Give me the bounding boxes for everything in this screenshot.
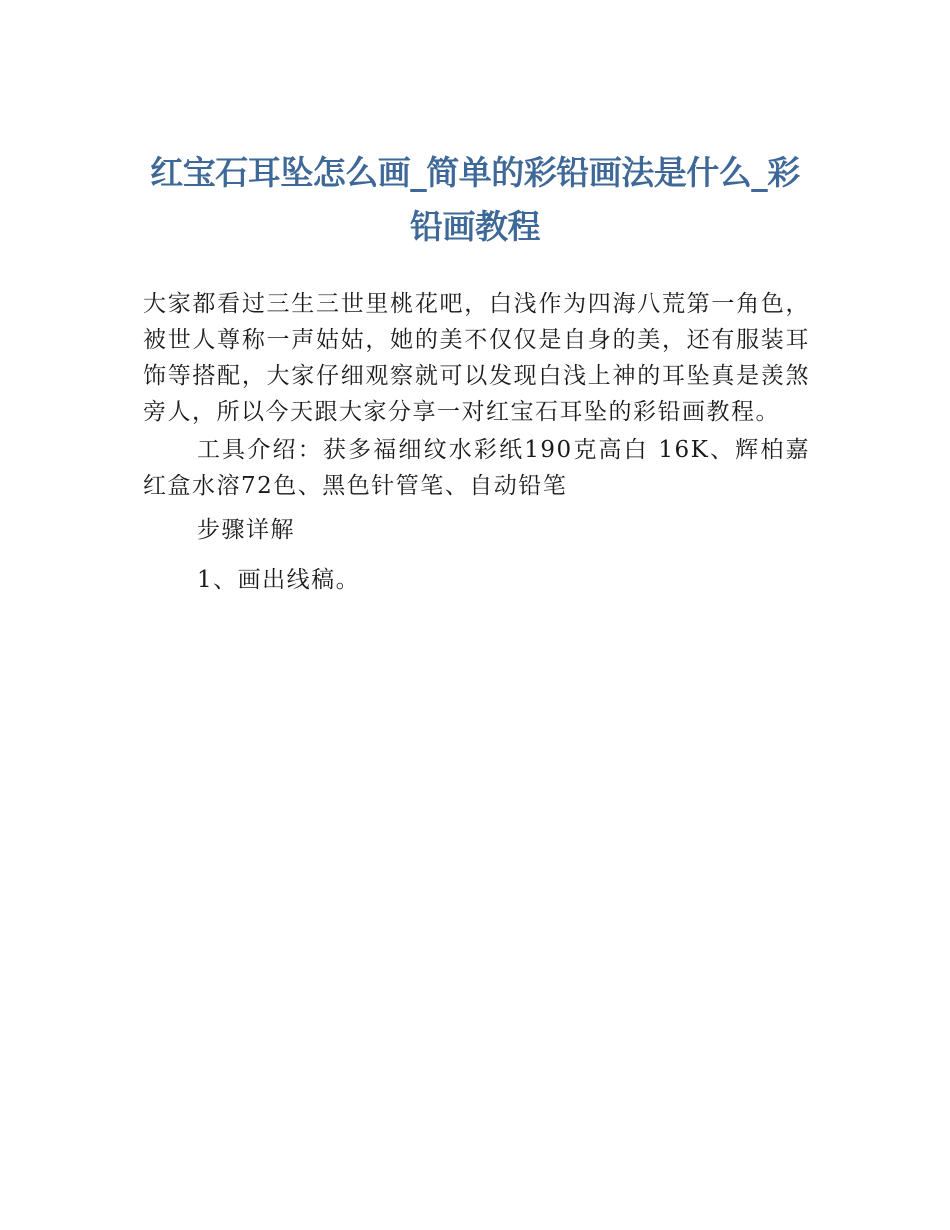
document-title: 红宝石耳坠怎么画_简单的彩铅画法是什么_彩铅画教程 — [150, 153, 800, 246]
step-1-paragraph: 1、画出线稿。 — [197, 567, 361, 593]
intro-paragraph: 大家都看过三生三世里桃花吧，白浅作为四海八荒第一角色，被世人尊称一声姑姑，她的美不仅仅是自身的美，还有服装耳饰等搭配，大家仔细观察就可以发现白浅上神的耳坠真是羡煞旁人，所以今天跟大家分享一对红宝石耳坠的彩铅画教程。 — [143, 291, 810, 425]
steps-heading: 步骤详解 — [197, 517, 295, 543]
tools-paragraph: 工具介绍：获多福细纹水彩纸190克高白 16K、辉柏嘉红盒水溶72色、黑色针管笔、自动铅笔 — [143, 437, 810, 499]
